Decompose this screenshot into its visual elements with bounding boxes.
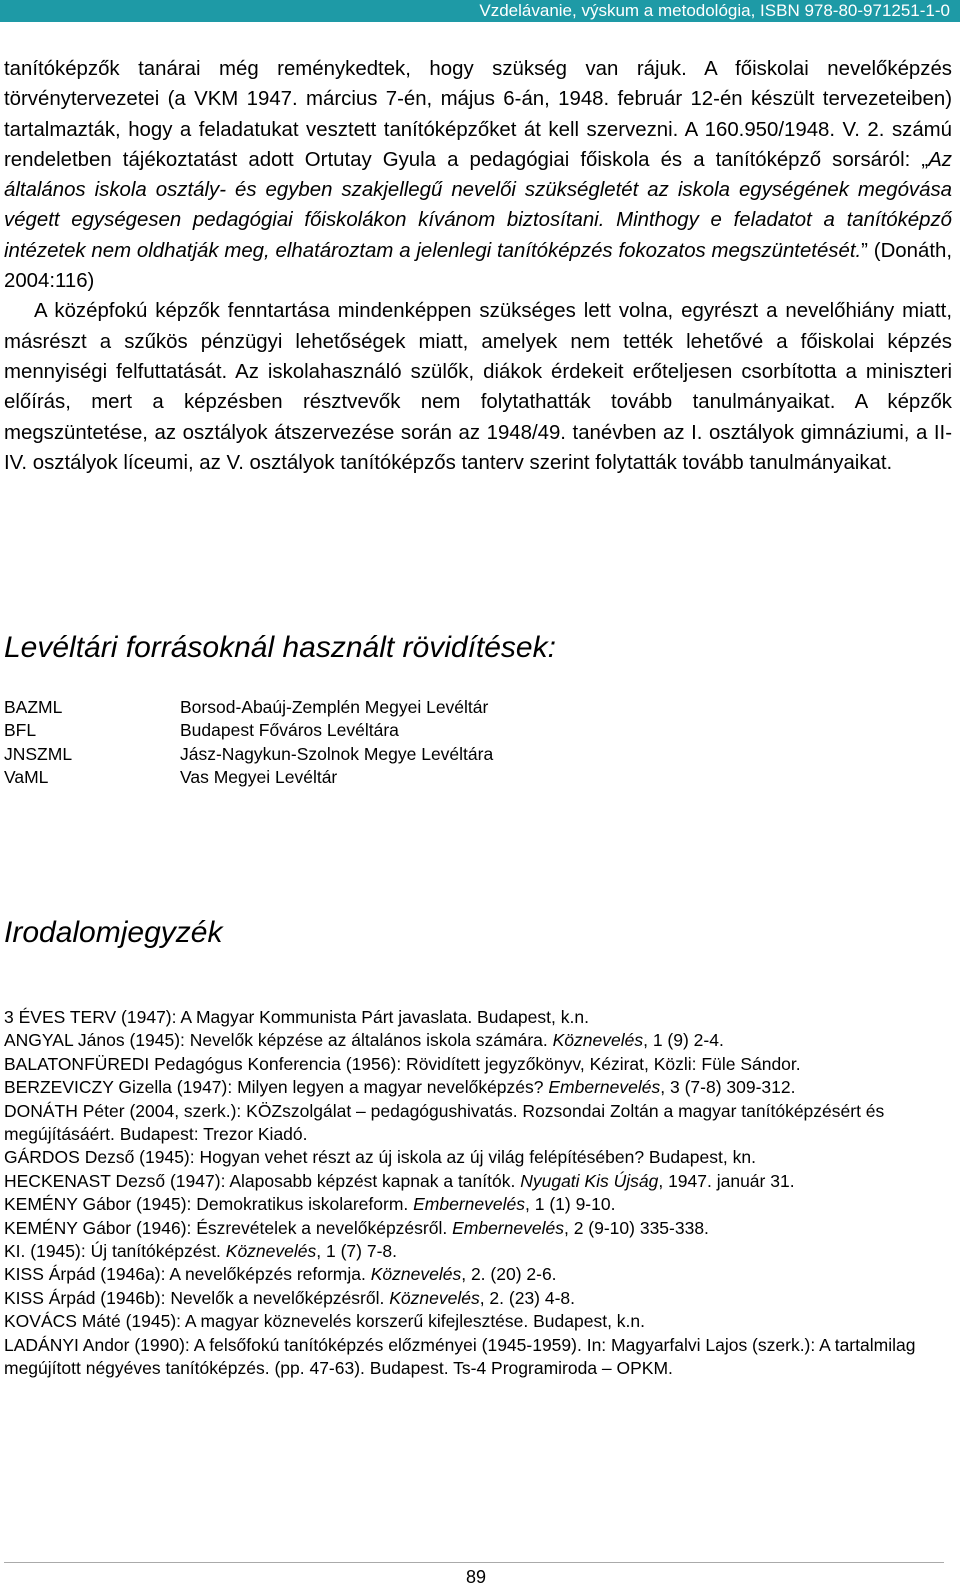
bibliography-entry <box>4 1217 944 1240</box>
paragraph-1 <box>4 54 952 296</box>
entry-details: , 3 (7-8) 309-312. <box>660 1077 796 1098</box>
page-header: Vzdelávanie, výskum a metodológia, ISBN 978-80-971251-1-0 <box>0 0 960 22</box>
bibliography-entry <box>4 1170 944 1193</box>
bibliography-entry <box>4 1334 944 1381</box>
abbreviation-row <box>4 766 493 789</box>
abbreviation-name: Jász-Nagykun-Szolnok Megye Levéltára <box>180 743 494 764</box>
abbreviation-name: Vas Megyei Levéltár <box>180 767 338 788</box>
entry-text: KEMÉNY Gábor (1945): Demokratikus iskolareform. <box>4 1194 414 1215</box>
entry-journal: Embernevelés <box>413 1194 525 1215</box>
bibliography-heading: Irodalomjegyzék <box>4 916 223 949</box>
entry-text: HECKENAST Dezső (1947): Alaposabb képzést kapnak a tanítók. <box>4 1170 521 1191</box>
entry-details: , 1947. január 31. <box>658 1170 795 1191</box>
abbreviations-heading: Levéltári forrásoknál használt rövidítések: <box>4 631 556 664</box>
bibliography-entry <box>4 1287 944 1310</box>
entry-journal: Embernevelés <box>452 1217 564 1238</box>
entry-journal: Köznevelés <box>225 1241 317 1262</box>
entry-text: DONÁTH Péter (2004, szerk.): KÖZszolgálat – pedagógushivatás. Rozsondai Zoltán a magyar tanítóképzésért és megújításáért. Budapest: Trezor Kiadó. <box>4 1100 885 1145</box>
abbreviation-row <box>4 696 493 719</box>
bibliography-entry <box>4 1146 944 1169</box>
entry-text: GÁRDOS Dezső (1945): Hogyan vehet részt az új iskola az új világ felépítésében? Budapest, kn. <box>4 1147 756 1168</box>
abbreviation-code: BFL <box>4 720 37 741</box>
page-number: 89 <box>465 1567 487 1587</box>
abbreviation-name: Budapest Főváros Levéltára <box>180 720 399 741</box>
entry-text: 3 ÉVES TERV (1947): A Magyar Kommunista Párt javaslata. Budapest, k.n. <box>4 1007 589 1027</box>
entry-journal: Embernevelés <box>548 1077 661 1098</box>
bibliography-entry <box>4 1006 944 1029</box>
bibliography-entry <box>4 1053 944 1076</box>
paragraph-2: A középfokú képzők fenntartása mindenképpen szükséges lett volna, egyrészt a nevelőhiány miatt, másrészt a szűkös pénzügyi lehetőségek miatt, amelyek nem tették lehetővé a főiskolai képzés mennyiségi felfuttatását. Az iskolahasználó szülők, diákok érdekeit erőteljesen csorbította a miniszteri előírás, mert a képzésben résztvevők nem folytathatták tovább tanulmányaikat. A képzők megszüntetése, az osztályok átszervezése során az 1948/49. tanévben az I. osztályok gimnáziumi, a II-IV. osztályok líceumi, az V. osztályok tanítóképzős tanterv szerint folytatták tovább tanulmányaikat. <box>4 300 952 474</box>
entry-details: , 1 (1) 9-10. <box>525 1194 616 1215</box>
entry-journal: Nyugati Kis Újság <box>520 1170 659 1191</box>
entry-details: , 2. (20) 2-6. <box>461 1264 557 1285</box>
bibliography-entry <box>4 1310 944 1333</box>
abbreviations-table <box>4 696 493 790</box>
footer-divider <box>4 1562 944 1563</box>
bibliography-entry <box>4 1240 944 1263</box>
entry-journal: Köznevelés <box>552 1030 644 1051</box>
bibliography-entry <box>4 1029 944 1052</box>
quote: Az általános iskola osztály- és egyben szakjellegű nevelői szükségletét az iskola egységének megóvása végett egységesen pedagógiai főiskolákon kívánom biztosítani. Minthogy e feladatot a tanítóképző intézetek nem oldhatják meg, elhatároztam a jelenlegi tanítóképzés fokozatos megszüntetését. <box>4 148 952 262</box>
abbreviation-code: BAZML <box>4 697 63 717</box>
body-text <box>4 54 952 478</box>
entry-text: LADÁNYI Andor (1990): A felsőfokú tanítóképzés előzményei (1945-1959). In: Magyarfalvi Lajos (szerk.): A tartalmilag megújított négyéves tanítóképzés. (pp. 47-63). Budapest. Ts-4 Programiroda – OPKM. <box>4 1334 916 1379</box>
entry-details: , 2 (9-10) 335-338. <box>563 1217 709 1238</box>
bibliography-entry <box>4 1193 944 1216</box>
entry-text: KOVÁCS Máté (1945): A magyar köznevelés korszerű kifejlesztése. Budapest, k.n. <box>4 1311 645 1332</box>
entry-text: KI. (1945): Új tanítóképzést. <box>4 1241 226 1262</box>
entry-details: , 1 (9) 2-4. <box>643 1030 724 1051</box>
entry-text: ANGYAL János (1945): Nevelők képzése az általános iskola számára. <box>4 1030 553 1051</box>
bibliography-entry <box>4 1100 944 1147</box>
entry-text: BALATONFÜREDI Pedagógus Konferencia (1956): Rövidített jegyzőkönyv, Kézirat, Közli: Füle Sándor. <box>4 1053 801 1074</box>
entry-journal: Köznevelés <box>370 1264 462 1285</box>
abbreviation-name: Borsod-Abaúj-Zemplén Megyei Levéltár <box>180 697 489 717</box>
entry-text: BERZEVICZY Gizella (1947): Milyen legyen a magyar nevelőképzés? <box>4 1077 549 1098</box>
paragraph-1-text: tanítóképzők tanárai még reménykedtek, hogy szükség van rájuk. A főiskolai nevelőképzés törvénytervezetei (a VKM 1947. március 7-én, május 6-án, 1948. február 12-én készült tervezeteiben) tartalmazták, hogy a feladatukat vesztett tanítóképzőket át kell szervezni. A 160.950/1948. V. 2. számú rendeletben tájékoztatást adott Ortutay Gyula a pedagógiai főiskola és a tanítóképző sorsáról: „ <box>4 58 952 171</box>
entry-text: KISS Árpád (1946a): A nevelőképzés reformja. <box>4 1264 371 1285</box>
entry-text: KEMÉNY Gábor (1946): Észrevételek a nevelőképzésről. <box>4 1217 453 1238</box>
entry-journal: Köznevelés <box>389 1287 480 1308</box>
entry-text: KISS Árpád (1946b): Nevelők a nevelőképzésről. <box>4 1287 390 1308</box>
abbreviation-row <box>4 743 493 766</box>
abbreviation-code: JNSZML <box>4 743 73 764</box>
entry-details: , 2. (23) 4-8. <box>479 1287 576 1308</box>
bibliography-entry <box>4 1263 944 1286</box>
bibliography-list <box>4 1006 944 1381</box>
entry-details: , 1 (7) 7-8. <box>316 1241 397 1262</box>
bibliography-entry <box>4 1076 944 1099</box>
abbreviation-row <box>4 719 493 742</box>
paragraph-1-citation: ” (Donáth, 2004:116) <box>4 239 952 293</box>
abbreviation-code: VaML <box>4 767 49 788</box>
